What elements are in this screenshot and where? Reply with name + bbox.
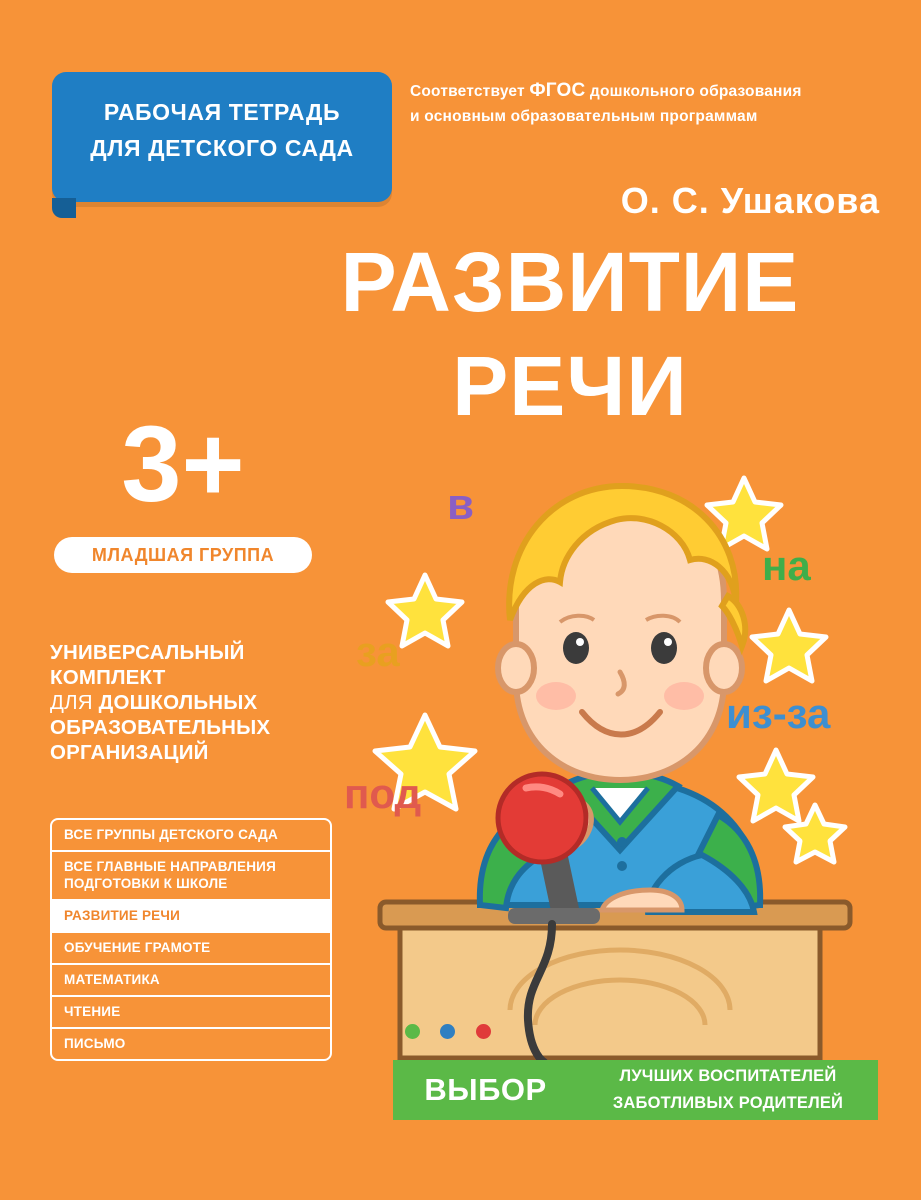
universal-line-2: КОМПЛЕКТ <box>50 666 166 689</box>
fgos-note <box>410 78 880 129</box>
universal-line-5: ОРГАНИЗАЦИЙ <box>50 741 209 764</box>
dot-green <box>405 1024 420 1039</box>
list-item: ВСЕ ГЛАВНЫЕ НАПРАВЛЕНИЯ ПОДГОТОВКИ К ШКОЛЕ <box>52 852 330 901</box>
choice-line-1: ЛУЧШИХ ВОСПИТАТЕЛЕЙ <box>619 1067 837 1085</box>
list-item: ВСЕ ГРУППЫ ДЕТСКОГО САДА <box>52 820 330 852</box>
universal-line-3-thin: ДЛЯ <box>50 691 99 714</box>
age-badge: 3+ <box>121 403 245 524</box>
ribbon-tail <box>52 198 76 218</box>
dot-blue <box>440 1024 455 1039</box>
word-pod: под <box>344 770 422 817</box>
boy-with-microphone-illustration <box>330 450 910 1070</box>
choice-line-2: ЗАБОТЛИВЫХ РОДИТЕЛЕЙ <box>612 1094 844 1112</box>
universal-kit-text <box>50 640 350 765</box>
dot-red <box>476 1024 491 1039</box>
fgos-line-1 <box>410 78 880 104</box>
list-item: ОБУЧЕНИЕ ГРАМОТЕ <box>52 933 330 965</box>
word-izza: из-за <box>726 690 831 737</box>
ribbon-line-1: РАБОЧАЯ ТЕТРАДЬ <box>103 99 341 125</box>
word-na: на <box>762 542 811 589</box>
contents-list <box>50 818 332 1061</box>
ribbon-text <box>52 94 392 166</box>
fgos-acronym: ФГОС <box>529 80 586 101</box>
color-dots <box>405 1024 525 1042</box>
list-item: РАЗВИТИЕ РЕЧИ <box>52 901 330 933</box>
fgos-line-2: и основным образовательным программам <box>410 108 758 125</box>
author-name: О. С. Ушакова <box>620 180 880 221</box>
workbook-ribbon <box>52 72 392 202</box>
list-item: ЧТЕНИЕ <box>52 997 330 1029</box>
word-v: в <box>447 480 475 529</box>
list-item: МАТЕМАТИКА <box>52 965 330 997</box>
page-title-line-1: РАЗВИТИЕ <box>340 235 800 329</box>
choice-badge: ВЫБОР <box>393 1060 578 1120</box>
universal-line-3-bold: ДОШКОЛЬНЫХ <box>98 691 258 714</box>
choice-badge-subtitle <box>578 1060 878 1120</box>
list-item: ПИСЬМО <box>64 1036 126 1051</box>
page-title-line-2: РЕЧИ <box>452 339 688 433</box>
age-group-badge: МЛАДШАЯ ГРУППА <box>54 537 312 573</box>
word-za: за <box>356 628 400 675</box>
universal-line-1: УНИВЕРСАЛЬНЫЙ <box>50 641 245 664</box>
fgos-suffix: дошкольного образования <box>585 83 802 100</box>
universal-line-4: ОБРАЗОВАТЕЛЬНЫХ <box>50 716 271 739</box>
universal-line-3 <box>50 690 350 715</box>
ribbon-line-2: ДЛЯ ДЕТСКОГО САДА <box>90 135 354 161</box>
fgos-prefix: Соответствует <box>410 83 530 100</box>
